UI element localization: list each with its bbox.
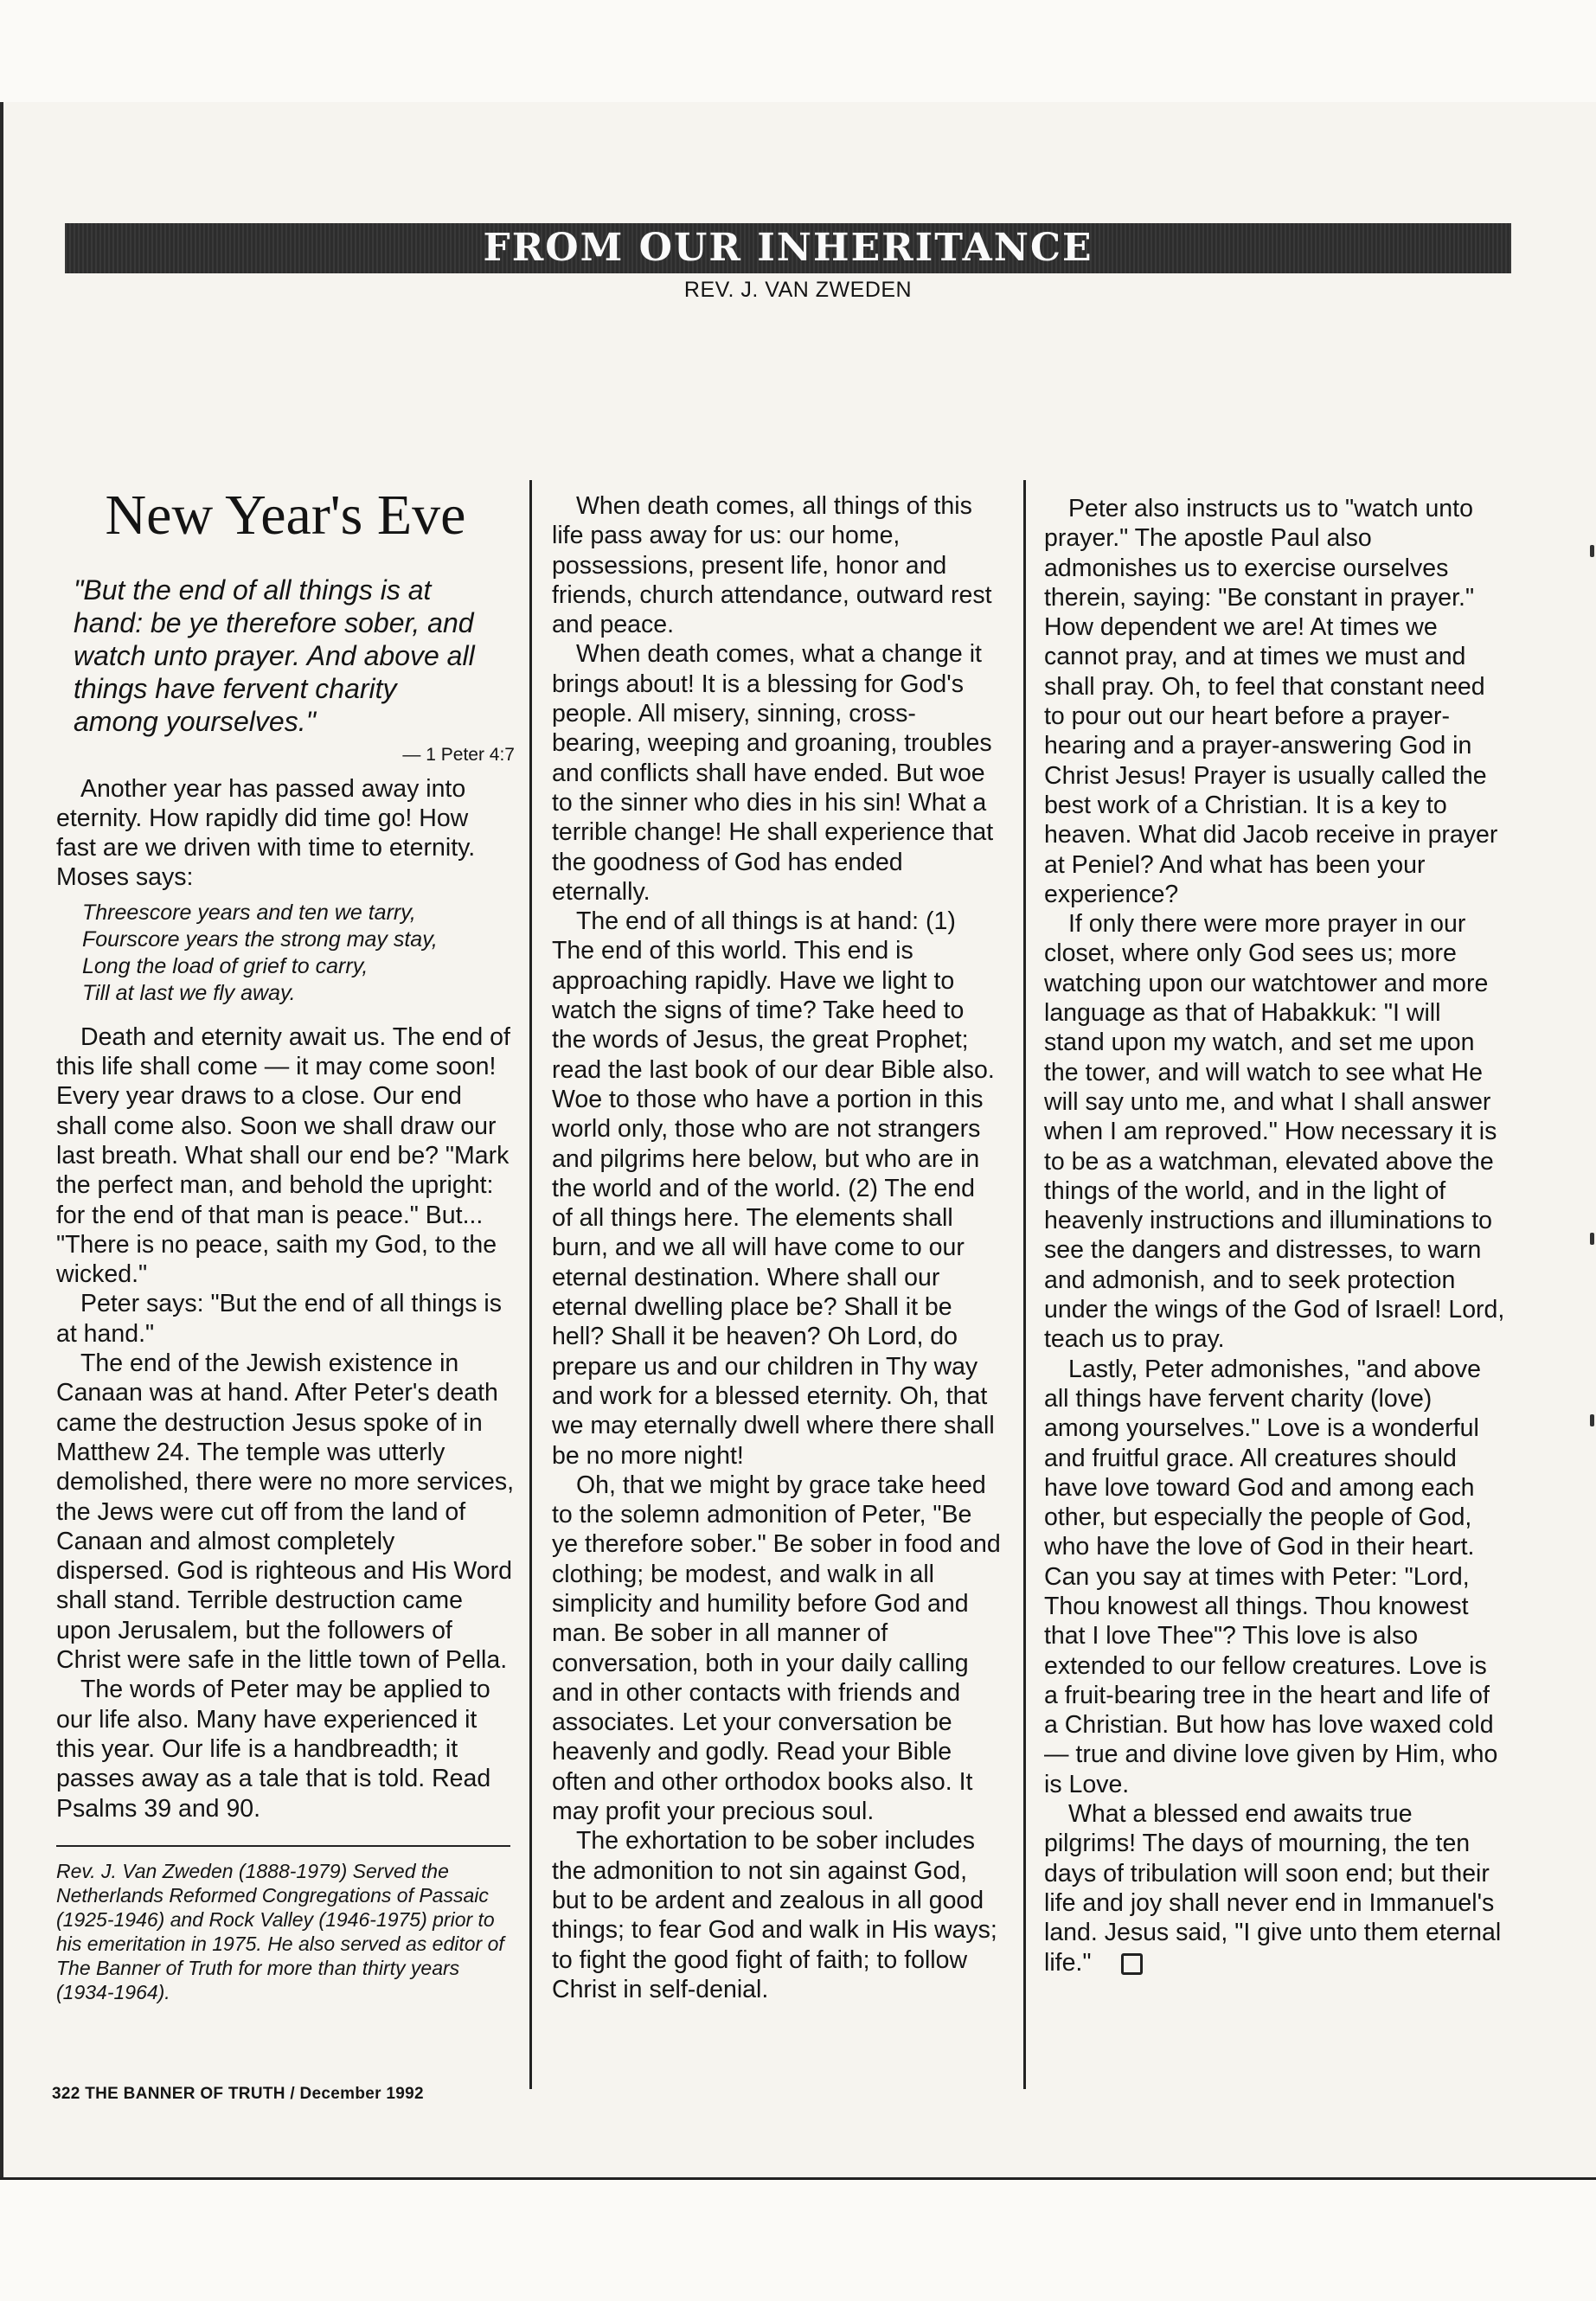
section-banner [65, 223, 1511, 273]
column-1 [56, 484, 515, 2004]
author-byline: REV. J. VAN ZWEDEN [683, 278, 913, 302]
paragraph: Lastly, Peter admonishes, "and above all things have fervent charity (love) among yourselves." Love is a wonderful and fruitful grace. All creatures should have love toward God and among each other, but especially the people of God, who have the love of God in their heart. Can you say at times with Peter: "Lord, Thou knowest all things. Thou knowest that I love Thee"? This love is also extended to our fellow creatures. Love is a fruit-bearing tree in the heart and life of a Christian. But how has love waxed cold — true and divine love given by Him, who is Love. [1044, 1355, 1498, 1798]
paragraph: Peter also instructs us to "watch unto prayer." The apostle Paul also admonishes us to exercise ourselves therein, saying: "Be constant in prayer." How dependent we are! At times we cannot pray, and at times we must and shall pray. Oh, to feel that constant need to pour out our heart before a prayer-hearing and a prayer-answering God in Christ Jesus! Prayer is usually called the best work of a Christian. It is a key to heaven. What did Jacob receive in prayer at Peniel? And what has been your experience? [1044, 495, 1498, 908]
scan-margin-bottom [0, 2180, 1596, 2301]
paragraph [1044, 1799, 1507, 1977]
author-bio: Rev. J. Van Zweden (1888-1979) Served the Netherlands Reformed Congregations of Passaic (1925-1946) and Rock Valley (1946-1975) prior to his emeritation in 1975. He also served as editor of The Banner of Truth for more than thirty years (1934-1964). [56, 1859, 504, 2003]
poem [82, 900, 515, 1007]
paragraph: If only there were more prayer in our closet, where only God sees us; more watching upon our watchtower and more language as that of Habakkuk: "I will stand upon my watch, and set me upon the tower, and will watch to see what He will say unto me, and what I shall answer when I am reproved." How necessary it is to be as a watchman, elevated above the things of the world, and in the light of heavenly instructions and illuminations to see the dangers and distresses, to warn and admonish, and to seek protection under the wings of the God of Israel! Lord, teach us to pray. [1044, 910, 1505, 1354]
scan-margin-top [0, 0, 1596, 102]
paragraph: The words of Peter may be applied to our life also. Many have experienced it this year. Our life is a handbreadth; it passes away as a tale that is told. Read Psalms 39 and 90. [56, 1676, 491, 1823]
paragraph: The exhortation to be sober includes the admonition to not sin against God, but to be ardent and zealous in all good things; to fear God and walk in His ways; to fight the good fight of faith; to follow Christ in self-denial. [552, 1827, 997, 2003]
paragraph: The end of the Jewish existence in Canaan was at hand. After Peter's death came the destruction Jesus spoke of in Matthew 24. The temple was utterly demolished, there were no more services, the Jews were cut off from the land of Canaan and almost completely dispersed. God is righteous and His Word shall stand. Terrible destruction came upon Jerusalem, but the followers of Christ were safe in the little town of Pella. [56, 1349, 515, 1675]
edge-speck [1590, 545, 1594, 557]
publication-name: THE BANNER OF TRUTH / December 1992 [85, 2085, 424, 2103]
poem-line: Fourscore years the strong may stay, [82, 926, 438, 952]
footnote-rule [56, 1845, 510, 1847]
column-divider [529, 480, 532, 2089]
section-banner-title: FROM OUR INHERITANCE [483, 226, 1093, 270]
paragraph: Peter says: "But the end of all things is at hand." [56, 1290, 502, 1348]
poem-line: Till at last we fly away. [82, 980, 296, 1005]
column-divider [1023, 480, 1026, 2089]
paragraph: The end of all things is at hand: (1) The end of this world. This end is approaching rapidly. Have we light to watch the signs of time? Take heed to the words of Jesus, the great Prophet; read the last book of our dear Bible also. Woe to those who have a portion in this world only, those who are not strangers and pilgrims here below, but who are in the world and of the world. (2) The end of all things here. The elements shall burn, and we all will have come to our eternal destination. Where shall our eternal dwelling place be? Shall it be hell? Shall it be heaven? Oh Lord, do prepare us and our children in Thy way and work for a blessed eternity. Oh, that we may eternally dwell where there shall be no more night! [552, 907, 995, 1470]
page-edge-shadow [0, 102, 3, 2180]
column-3 [1044, 494, 1507, 1977]
closing-text: What a blessed end awaits true pilgrims! The days of mourning, the ten days of tribulation will soon end; but their life and joy shall never end in Immanuel's land. Jesus said, "I give unto them eternal life." [1044, 1800, 1502, 1977]
end-of-article-icon [1121, 1953, 1143, 1975]
page-number: 322 [52, 2085, 80, 2103]
epigraph-reference: — 1 Peter 4:7 [402, 744, 515, 765]
column-2 [552, 491, 1002, 2004]
poem-line: Long the load of grief to carry, [82, 953, 369, 978]
edge-speck [1590, 1414, 1594, 1426]
edge-speck [1590, 1233, 1594, 1245]
paragraph: Death and eternity await us. The end of this life shall come — it may come soon! Every year draws to a close. Our end shall come also. Soon we shall draw our last breath. What shall our end be? "Mark the perfect man, and behold the upright: for the end of that man is peace." But... "There is no peace, saith my God, to the wicked." [56, 1022, 510, 1289]
poem-line: Threescore years and ten we tarry, [82, 900, 416, 925]
paragraph: Another year has passed away into eternity. How rapidly did time go! How fast are we driven with time to eternity. Moses says: [56, 774, 476, 892]
paragraph: When death comes, what a change it brings about! It is a blessing for God's people. All misery, sinning, cross-bearing, weeping and groaning, troubles and conflicts shall have ended. But woe to the sinner who dies in his sin! What a terrible change! He shall experience that the goodness of God has ended eternally. [552, 640, 994, 906]
paragraph: Oh, that we might by grace take heed to the solemn admonition of Peter, "Be ye therefore sober." Be sober in food and clothing; be modest, and walk in all simplicity and humility before God and man. Be sober in all manner of conversation, both in your daily calling and in other contacts with friends and associates. Let your conversation be heavenly and godly. Read your Bible often and other orthodox books also. It may profit your precious soul. [552, 1471, 1001, 1826]
epigraph: "But the end of all things is at hand: be ye therefore sober, and watch unto prayer. And above all things have fervent charity among yourselves." [74, 574, 475, 737]
page-footer [52, 2085, 424, 2104]
article-title: New Year's Eve [105, 484, 466, 547]
paragraph: When death comes, all things of this life pass away for us: our home, possessions, present life, honor and friends, church attendance, outward rest and peace. [552, 492, 992, 639]
